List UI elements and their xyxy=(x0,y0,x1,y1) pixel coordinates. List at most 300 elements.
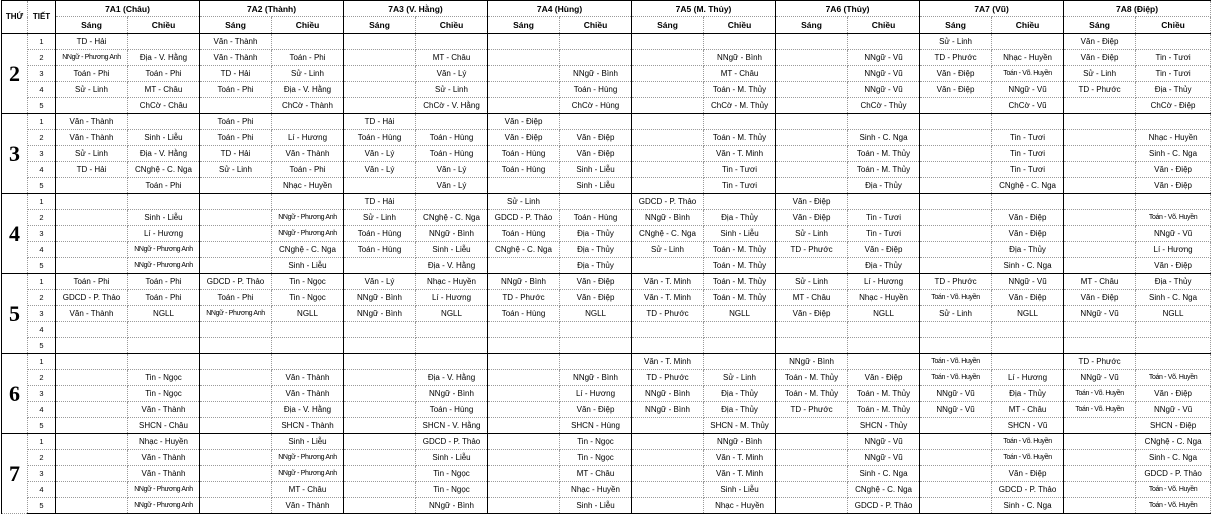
lesson-cell xyxy=(848,322,920,338)
lesson-cell xyxy=(200,210,272,226)
lesson-cell: Sinh - C. Nga xyxy=(992,258,1064,274)
lesson-cell xyxy=(632,114,704,130)
lesson-cell: Lí - Hương xyxy=(560,386,632,402)
lesson-cell xyxy=(776,498,848,514)
lesson-cell xyxy=(200,450,272,466)
lesson-cell xyxy=(344,418,416,434)
lesson-cell: Tin - Tươi xyxy=(848,210,920,226)
lesson-cell: SHCN - V. Hằng xyxy=(416,418,488,434)
lesson-cell: Toán - M. Thủy xyxy=(776,386,848,402)
period-row xyxy=(2,418,1211,434)
lesson-cell: Toán - M. Thủy xyxy=(704,242,776,258)
session-header-morning: Sáng xyxy=(776,17,848,34)
lesson-cell xyxy=(56,322,128,338)
lesson-cell: Sử - Linh xyxy=(272,66,344,82)
lesson-cell: Sinh - Liễu xyxy=(560,162,632,178)
session-header-morning: Sáng xyxy=(1064,17,1136,34)
lesson-cell: Văn - Thành xyxy=(200,34,272,50)
lesson-cell: Văn - Thành xyxy=(272,146,344,162)
lesson-cell xyxy=(920,146,992,162)
lesson-cell: Tin - Tươi xyxy=(704,178,776,194)
lesson-cell xyxy=(920,482,992,498)
lesson-cell: Tin - Tươi xyxy=(992,146,1064,162)
lesson-cell xyxy=(1064,146,1136,162)
lesson-cell: Sinh - C. Nga xyxy=(1136,146,1211,162)
period-row xyxy=(2,306,1211,322)
lesson-cell: Sinh - Liễu xyxy=(560,178,632,194)
lesson-cell xyxy=(488,322,560,338)
lesson-cell xyxy=(488,82,560,98)
lesson-cell: SHCN - Vũ xyxy=(992,418,1064,434)
lesson-cell xyxy=(632,466,704,482)
lesson-cell: Văn - Thành xyxy=(56,130,128,146)
lesson-cell xyxy=(1136,354,1211,370)
lesson-cell xyxy=(560,354,632,370)
lesson-cell xyxy=(344,354,416,370)
lesson-cell xyxy=(488,482,560,498)
lesson-cell: Tin - Ngọc xyxy=(272,274,344,290)
lesson-cell: CNghệ - C. Nga xyxy=(1136,434,1211,450)
lesson-cell: Sử - Linh xyxy=(776,274,848,290)
lesson-cell xyxy=(848,354,920,370)
period-number: 5 xyxy=(28,418,56,434)
lesson-cell xyxy=(488,34,560,50)
lesson-cell: Nhạc - Huyền xyxy=(1136,130,1211,146)
lesson-cell: TD - Hải xyxy=(200,66,272,82)
session-header-afternoon: Chiều xyxy=(848,17,920,34)
lesson-cell xyxy=(200,242,272,258)
lesson-cell xyxy=(560,322,632,338)
period-number: 1 xyxy=(28,434,56,450)
lesson-cell: Văn - Điệp xyxy=(848,242,920,258)
lesson-cell xyxy=(992,338,1064,354)
lesson-cell: Sử - Linh xyxy=(776,226,848,242)
period-number: 1 xyxy=(28,194,56,210)
lesson-cell xyxy=(776,482,848,498)
session-header-morning: Sáng xyxy=(344,17,416,34)
lesson-cell: GDCD - P. Thảo xyxy=(992,482,1064,498)
lesson-cell xyxy=(1064,162,1136,178)
period-row xyxy=(2,338,1211,354)
period-number: 4 xyxy=(28,402,56,418)
lesson-cell xyxy=(344,98,416,114)
lesson-cell: Tin - Ngọc xyxy=(560,450,632,466)
lesson-cell: Văn - Điệp xyxy=(920,82,992,98)
lesson-cell xyxy=(200,194,272,210)
period-row xyxy=(2,82,1211,98)
lesson-cell: MT - Châu xyxy=(992,402,1064,418)
lesson-cell: Sử - Linh xyxy=(920,34,992,50)
lesson-cell: NNgữ - Bình xyxy=(560,370,632,386)
lesson-cell: Văn - Điệp xyxy=(776,306,848,322)
lesson-cell: Địa - Thủy xyxy=(992,386,1064,402)
lesson-cell xyxy=(632,178,704,194)
lesson-cell: NGLL xyxy=(704,306,776,322)
lesson-cell: Văn - Điệp xyxy=(1136,178,1211,194)
lesson-cell xyxy=(272,322,344,338)
lesson-cell: ChCờ - Hùng xyxy=(560,98,632,114)
lesson-cell xyxy=(920,130,992,146)
lesson-cell: Văn - Lý xyxy=(344,274,416,290)
lesson-cell: ChCờ - Thủy xyxy=(848,98,920,114)
lesson-cell: Sử - Linh xyxy=(704,370,776,386)
lesson-cell: TD - Phước xyxy=(920,274,992,290)
period-number: 1 xyxy=(28,34,56,50)
period-row xyxy=(2,386,1211,402)
lesson-cell xyxy=(200,226,272,242)
lesson-cell: Sinh - Liễu xyxy=(416,242,488,258)
class-header: 7A3 (V. Hằng) xyxy=(344,1,488,17)
lesson-cell xyxy=(200,434,272,450)
lesson-cell xyxy=(56,210,128,226)
lesson-cell xyxy=(344,370,416,386)
lesson-cell xyxy=(776,114,848,130)
lesson-cell: Toán - Phi xyxy=(200,82,272,98)
lesson-cell: GDCD - P. Thảo xyxy=(632,194,704,210)
lesson-cell: Văn - Điệp xyxy=(560,290,632,306)
lesson-cell xyxy=(488,466,560,482)
lesson-cell: Lí - Hương xyxy=(1136,242,1211,258)
period-row xyxy=(2,434,1211,450)
lesson-cell: Toán - Phi xyxy=(272,50,344,66)
lesson-cell: NNgữ - Phương Anh xyxy=(272,226,344,242)
lesson-cell xyxy=(200,322,272,338)
lesson-cell: Văn - Thành xyxy=(272,370,344,386)
day-label: 2 xyxy=(2,34,28,114)
session-header-morning: Sáng xyxy=(920,17,992,34)
lesson-cell xyxy=(920,162,992,178)
lesson-cell xyxy=(776,450,848,466)
lesson-cell: Toán - Hùng xyxy=(344,226,416,242)
lesson-cell: Toán - M. Thủy xyxy=(704,82,776,98)
period-number: 2 xyxy=(28,50,56,66)
lesson-cell: Văn - Thành xyxy=(272,386,344,402)
period-row xyxy=(2,34,1211,50)
lesson-cell xyxy=(128,338,200,354)
lesson-cell xyxy=(776,82,848,98)
period-number: 2 xyxy=(28,210,56,226)
lesson-cell: Văn - Thành xyxy=(56,114,128,130)
period-number: 3 xyxy=(28,66,56,82)
period-row xyxy=(2,210,1211,226)
lesson-cell xyxy=(344,322,416,338)
lesson-cell xyxy=(848,194,920,210)
lesson-cell xyxy=(704,338,776,354)
period-row xyxy=(2,258,1211,274)
lesson-cell: Văn - Điệp xyxy=(776,194,848,210)
lesson-cell xyxy=(488,354,560,370)
lesson-cell xyxy=(56,450,128,466)
period-number: 4 xyxy=(28,82,56,98)
class-header: 7A7 (Vũ) xyxy=(920,1,1064,17)
lesson-cell: Địa - V. Hằng xyxy=(128,50,200,66)
period-number: 3 xyxy=(28,386,56,402)
lesson-cell xyxy=(632,434,704,450)
lesson-cell: Địa - Thủy xyxy=(560,242,632,258)
lesson-cell: Sinh - C. Nga xyxy=(1136,450,1211,466)
lesson-cell: Sinh - C. Nga xyxy=(848,130,920,146)
lesson-cell: Toán - Hùng xyxy=(416,146,488,162)
lesson-cell xyxy=(344,498,416,514)
lesson-cell xyxy=(56,482,128,498)
lesson-cell: Văn - Điệp xyxy=(488,114,560,130)
lesson-cell xyxy=(1064,258,1136,274)
lesson-cell xyxy=(1064,450,1136,466)
lesson-cell xyxy=(848,114,920,130)
lesson-cell: Toán - Võ. Huyền xyxy=(1064,386,1136,402)
lesson-cell: NGLL xyxy=(272,306,344,322)
lesson-cell: NGLL xyxy=(1136,306,1211,322)
lesson-cell: Văn - Điệp xyxy=(560,402,632,418)
lesson-cell: TD - Phước xyxy=(632,306,704,322)
session-header-afternoon: Chiều xyxy=(1136,17,1211,34)
lesson-cell: NGLL xyxy=(416,306,488,322)
period-row xyxy=(2,370,1211,386)
lesson-cell: NNgữ - Bình xyxy=(416,386,488,402)
lesson-cell: TD - Phước xyxy=(632,370,704,386)
lesson-cell xyxy=(920,466,992,482)
lesson-cell xyxy=(416,194,488,210)
lesson-cell xyxy=(200,466,272,482)
lesson-cell: NNgữ - Bình xyxy=(416,226,488,242)
lesson-cell: ChCờ - V. Hằng xyxy=(416,98,488,114)
lesson-cell xyxy=(56,386,128,402)
timetable xyxy=(1,0,1211,514)
lesson-cell: Sinh - Liễu xyxy=(704,226,776,242)
lesson-cell: Văn - Điệp xyxy=(1136,386,1211,402)
lesson-cell xyxy=(272,34,344,50)
lesson-cell: Toán - Võ. Huyền xyxy=(992,66,1064,82)
lesson-cell xyxy=(632,418,704,434)
lesson-cell: Văn - Điệp xyxy=(776,210,848,226)
lesson-cell: Sử - Linh xyxy=(1064,66,1136,82)
lesson-cell: ChCờ - Thành xyxy=(272,98,344,114)
lesson-cell: Toán - Hùng xyxy=(560,82,632,98)
lesson-cell xyxy=(488,258,560,274)
lesson-cell: Lí - Hương xyxy=(848,274,920,290)
lesson-cell: Văn - Điệp xyxy=(1136,162,1211,178)
lesson-cell: Toán - M. Thủy xyxy=(704,274,776,290)
session-header-afternoon: Chiều xyxy=(704,17,776,34)
lesson-cell: Toán - Võ. Huyền xyxy=(1136,370,1211,386)
day-label: 6 xyxy=(2,354,28,434)
lesson-cell: NNgữ - Bình xyxy=(488,274,560,290)
lesson-cell: NNgữ - Bình xyxy=(632,402,704,418)
lesson-cell: Toán - Hùng xyxy=(560,210,632,226)
session-header-morning: Sáng xyxy=(488,17,560,34)
lesson-cell: Toán - M. Thủy xyxy=(776,370,848,386)
lesson-cell: Văn - Điệp xyxy=(560,274,632,290)
lesson-cell: Tin - Tươi xyxy=(992,162,1064,178)
lesson-cell xyxy=(272,114,344,130)
lesson-cell xyxy=(56,498,128,514)
lesson-cell: Địa - Thủy xyxy=(1136,82,1211,98)
lesson-cell xyxy=(200,370,272,386)
lesson-cell xyxy=(920,418,992,434)
lesson-cell: MT - Châu xyxy=(128,82,200,98)
lesson-cell xyxy=(128,194,200,210)
lesson-cell: Sử - Linh xyxy=(488,194,560,210)
period-row xyxy=(2,194,1211,210)
period-number: 3 xyxy=(28,306,56,322)
lesson-cell xyxy=(632,258,704,274)
lesson-cell: Văn - Điệp xyxy=(992,226,1064,242)
lesson-cell: Văn - Điệp xyxy=(560,130,632,146)
lesson-cell: Văn - Điệp xyxy=(488,130,560,146)
period-row xyxy=(2,274,1211,290)
lesson-cell: NNgữ - Bình xyxy=(704,434,776,450)
lesson-cell xyxy=(632,450,704,466)
lesson-cell: Toán - Hùng xyxy=(344,242,416,258)
lesson-cell: SHCN - Thành xyxy=(272,418,344,434)
period-row xyxy=(2,162,1211,178)
lesson-cell: NNgữ - Phương Anh xyxy=(56,50,128,66)
lesson-cell xyxy=(1136,322,1211,338)
lesson-cell xyxy=(632,498,704,514)
day-label: 5 xyxy=(2,274,28,354)
lesson-cell: Toán - M. Thủy xyxy=(704,258,776,274)
lesson-cell: Sử - Linh xyxy=(632,242,704,258)
lesson-cell: NNgữ - Bình xyxy=(632,386,704,402)
lesson-cell xyxy=(344,338,416,354)
lesson-cell xyxy=(920,434,992,450)
lesson-cell xyxy=(1064,210,1136,226)
period-number: 5 xyxy=(28,178,56,194)
lesson-cell: NNgữ - Phương Anh xyxy=(272,466,344,482)
lesson-cell: CNghệ - C. Nga xyxy=(632,226,704,242)
lesson-cell: Nhạc - Huyền xyxy=(704,498,776,514)
lesson-cell xyxy=(776,178,848,194)
period-row xyxy=(2,290,1211,306)
lesson-cell xyxy=(848,34,920,50)
lesson-cell xyxy=(200,258,272,274)
lesson-cell: NNgữ - Vũ xyxy=(1064,306,1136,322)
lesson-cell: GDCD - P. Thảo xyxy=(488,210,560,226)
class-header: 7A4 (Hùng) xyxy=(488,1,632,17)
lesson-cell xyxy=(632,98,704,114)
lesson-cell: Sinh - C. Nga xyxy=(992,498,1064,514)
lesson-cell: GDCD - P. Thảo xyxy=(200,274,272,290)
lesson-cell: NNgữ - Phương Anh xyxy=(272,210,344,226)
lesson-cell xyxy=(344,34,416,50)
lesson-cell xyxy=(632,338,704,354)
period-number: 4 xyxy=(28,482,56,498)
lesson-cell: Toán - Hùng xyxy=(488,226,560,242)
lesson-cell xyxy=(920,258,992,274)
lesson-cell: NGLL xyxy=(128,306,200,322)
session-header-afternoon: Chiều xyxy=(416,17,488,34)
lesson-cell xyxy=(1064,418,1136,434)
lesson-cell xyxy=(488,50,560,66)
lesson-cell xyxy=(56,370,128,386)
lesson-cell xyxy=(488,450,560,466)
lesson-cell xyxy=(56,354,128,370)
lesson-cell: Nhạc - Huyền xyxy=(272,178,344,194)
lesson-cell xyxy=(704,194,776,210)
lesson-cell xyxy=(56,466,128,482)
lesson-cell xyxy=(704,354,776,370)
lesson-cell: NGLL xyxy=(992,306,1064,322)
lesson-cell: Văn - Điệp xyxy=(992,210,1064,226)
lesson-cell: TD - Hải xyxy=(344,114,416,130)
period-number: 2 xyxy=(28,130,56,146)
lesson-cell xyxy=(1064,466,1136,482)
lesson-cell xyxy=(344,450,416,466)
lesson-cell: Địa - Thủy xyxy=(1136,274,1211,290)
period-number: 4 xyxy=(28,242,56,258)
lesson-cell: NNgữ - Bình xyxy=(632,210,704,226)
lesson-cell: Lí - Hương xyxy=(416,290,488,306)
lesson-cell: Toán - Võ. Huyền xyxy=(992,434,1064,450)
lesson-cell: Địa - Thủy xyxy=(704,386,776,402)
lesson-cell: Toán - Hùng xyxy=(488,162,560,178)
lesson-cell: Toán - Phi xyxy=(128,66,200,82)
lesson-cell xyxy=(200,178,272,194)
lesson-cell xyxy=(416,34,488,50)
lesson-cell: NNgữ - Vũ xyxy=(1064,370,1136,386)
lesson-cell: Văn - Thành xyxy=(128,466,200,482)
lesson-cell: Văn - Lý xyxy=(344,162,416,178)
lesson-cell xyxy=(776,322,848,338)
lesson-cell: Sử - Linh xyxy=(920,306,992,322)
lesson-cell: Toán - Hùng xyxy=(488,306,560,322)
lesson-cell: Văn - Thành xyxy=(128,450,200,466)
lesson-cell xyxy=(704,114,776,130)
lesson-cell: Địa - V. Hằng xyxy=(128,146,200,162)
period-row xyxy=(2,354,1211,370)
lesson-cell: Sử - Linh xyxy=(200,162,272,178)
lesson-cell: NNgữ - Vũ xyxy=(1136,226,1211,242)
lesson-cell: Văn - T. Minh xyxy=(704,450,776,466)
lesson-cell: GDCD - P. Thảo xyxy=(56,290,128,306)
lesson-cell: NNgữ - Bình xyxy=(344,306,416,322)
lesson-cell xyxy=(488,434,560,450)
period-row xyxy=(2,226,1211,242)
lesson-cell: Toán - Hùng xyxy=(416,402,488,418)
lesson-cell: ChCờ - Châu xyxy=(128,98,200,114)
lesson-cell: Toán - Phi xyxy=(200,130,272,146)
lesson-cell xyxy=(776,50,848,66)
lesson-cell: Địa - Thủy xyxy=(704,402,776,418)
lesson-cell: CNghệ - C. Nga xyxy=(272,242,344,258)
lesson-cell xyxy=(776,434,848,450)
lesson-cell: Toán - M. Thủy xyxy=(848,386,920,402)
period-number: 3 xyxy=(28,466,56,482)
lesson-cell: Văn - T. Minh xyxy=(632,354,704,370)
lesson-cell xyxy=(56,194,128,210)
lesson-cell: Địa - Thủy xyxy=(992,242,1064,258)
lesson-cell: Văn - Điệp xyxy=(920,66,992,82)
lesson-cell xyxy=(632,82,704,98)
lesson-cell xyxy=(1064,130,1136,146)
lesson-cell: CNghệ - C. Nga xyxy=(848,482,920,498)
lesson-cell: Nhạc - Huyền xyxy=(128,434,200,450)
lesson-cell: Văn - Thành xyxy=(200,50,272,66)
lesson-cell: ChCờ - Vũ xyxy=(992,98,1064,114)
lesson-cell xyxy=(920,338,992,354)
period-row xyxy=(2,322,1211,338)
period-number: 5 xyxy=(28,338,56,354)
lesson-cell: Địa - V. Hằng xyxy=(416,370,488,386)
lesson-cell: Địa - Thủy xyxy=(848,258,920,274)
lesson-cell: MT - Châu xyxy=(560,466,632,482)
lesson-cell: NNgữ - Phương Anh xyxy=(128,498,200,514)
lesson-cell: Văn - Điệp xyxy=(1064,290,1136,306)
lesson-cell: Sinh - Liễu xyxy=(560,498,632,514)
day-label: 4 xyxy=(2,194,28,274)
period-number: 3 xyxy=(28,226,56,242)
lesson-cell xyxy=(488,370,560,386)
